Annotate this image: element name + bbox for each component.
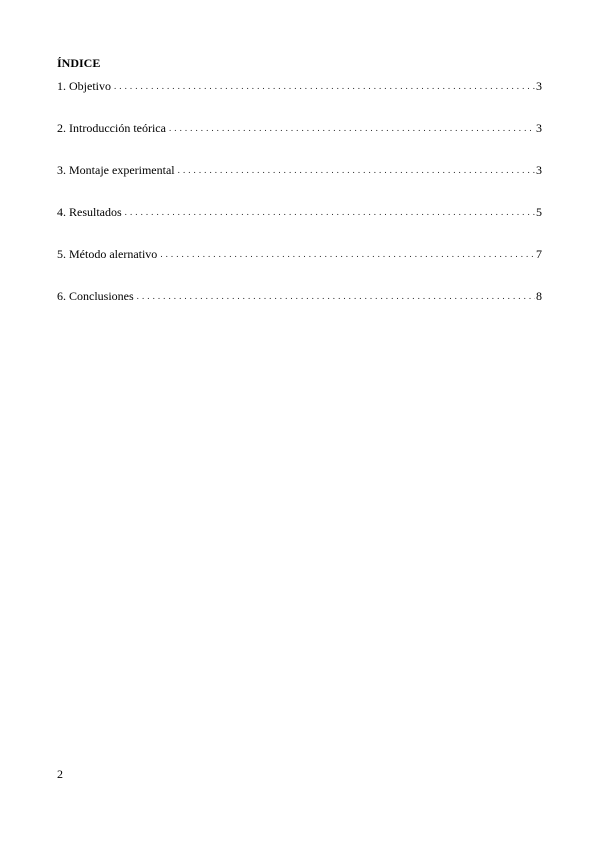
toc-entry-page: 8 xyxy=(536,289,542,303)
toc-entry-label: 5. Método alernativo xyxy=(57,247,158,261)
toc-entry-introduccion[interactable] xyxy=(57,121,542,135)
toc-entry-conclusiones[interactable] xyxy=(57,289,542,303)
toc-dot-leader xyxy=(160,247,535,261)
toc-entry-label: 6. Conclusiones xyxy=(57,289,134,303)
toc-entry-label: 4. Resultados xyxy=(57,205,122,219)
toc-dot-leader xyxy=(137,289,535,303)
toc-entry-label: 2. Introducción teórica xyxy=(57,121,166,135)
toc-entry-page: 3 xyxy=(536,79,542,93)
page-number: 2 xyxy=(57,767,63,781)
toc-entry-page: 3 xyxy=(536,121,542,135)
toc-entry-page: 3 xyxy=(536,163,542,177)
toc-entry-montaje[interactable] xyxy=(57,163,542,177)
table-of-contents xyxy=(57,79,542,331)
toc-dot-leader xyxy=(114,79,535,93)
toc-entry-label: 1. Objetivo xyxy=(57,79,111,93)
toc-entry-page: 5 xyxy=(536,205,542,219)
toc-dot-leader xyxy=(178,163,535,177)
toc-entry-metodo[interactable] xyxy=(57,247,542,261)
toc-entry-page: 7 xyxy=(536,247,542,261)
toc-title: ÍNDICE xyxy=(57,56,101,70)
toc-entry-objetivo[interactable] xyxy=(57,79,542,93)
toc-entry-label: 3. Montaje experimental xyxy=(57,163,175,177)
toc-dot-leader xyxy=(125,205,535,219)
toc-entry-resultados[interactable] xyxy=(57,205,542,219)
toc-dot-leader xyxy=(169,121,535,135)
